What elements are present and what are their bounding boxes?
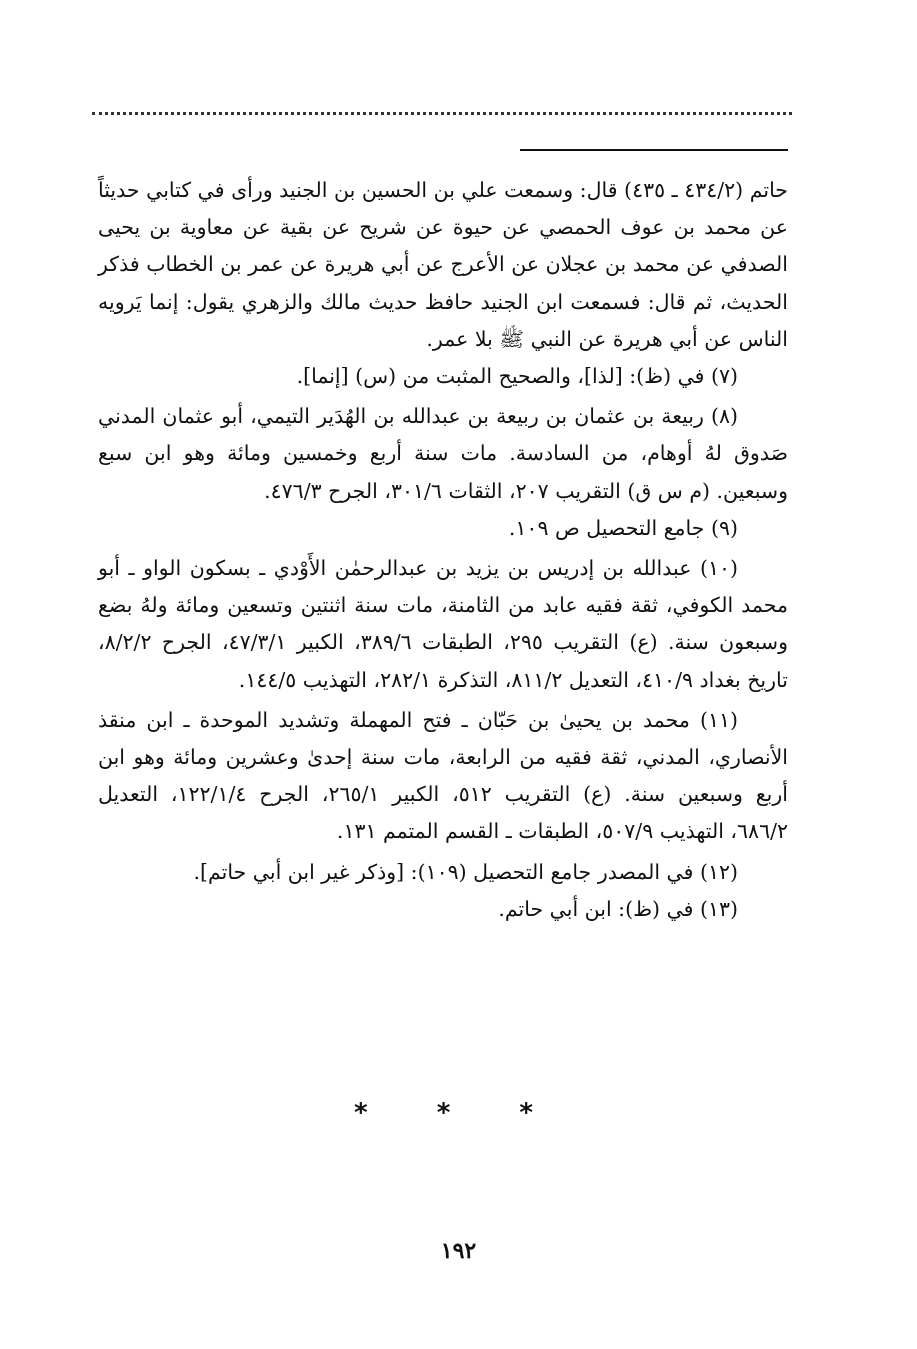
section-separator-stars: * * * [354, 1098, 563, 1128]
page-number: ١٩٢ [440, 1238, 477, 1264]
footnote-12: (١٢) في المصدر جامع التحصيل (١٠٩): [وذكر غير ابن أبي حاتم]. [193, 859, 738, 884]
footnote-13: (١٣) في (ظ): ابن أبي حاتم. [498, 896, 738, 921]
footnote-9: (٩) جامع التحصيل ص ١٠٩. [508, 515, 738, 540]
footnote-7: (٧) في (ظ): [لذا]، والصحيح المثبت من (س) [إنما]. [296, 364, 738, 389]
footnote-continuation: حاتم (٤٣٤/٢ ـ ٤٣٥) قال: وسمعت علي بن الحسين بن الجنيد ورأى في كتابي حديثاً عن محمد بن عوف الحمصي عن حيوة عن شريح عن بقية عن معاوية بن يحيى الصدفي عن محمد بن عجلان عن الأعرج عن أبي هريرة عن عمر بن الخطاب فذكر الحديث، ثم قال: فسمعت ابن الجنيد حافظ حديث مالك والزهري يقول: إنما يَرويه الناس عن أبي هريرة عن النبي ﷺ بلا عمر. [98, 178, 788, 351]
footnote-11: (١١) محمد بن يحيىٰ بن حَبّان ـ فتح المهملة وتشديد الموحدة ـ ابن منقذ الأنصاري، المدني، ثقة فقيه من الرابعة، مات سنة إحدىٰ وعشرين ومائة وهو ابن أربع وسبعين سنة. (ع) التقريب ٥١٢، الكبير ٢٦٥/١، الجرح ١٢٢/١/٤، التعديل ٦٨٦/٢، التهذيب ٥٠٧/٩، الطبقات ـ القسم المتمم ١٣١. [98, 707, 788, 844]
footnote-8: (٨) ربيعة بن عثمان بن ربيعة بن عبدالله بن الهُدَير التيمي، أبو عثمان المدني صَدوق لهُ أوهام، من السادسة. مات سنة أربع وخمسين ومائة وهو ابن سبع وسبعين. (م س ق) التقريب ٢٠٧، الثقات ٣٠١/٦، الجرح ٤٧٦/٣. [98, 404, 788, 503]
footnotes-block [98, 172, 788, 928]
footnote-10: (١٠) عبدالله بن إدريس بن يزيد بن عبدالرحمٰن الأَوْدي ـ بسكون الواو ـ أبو محمد الكوفي، ثقة فقيه عابد من الثامنة، مات سنة اثنتين وتسعين ومائة ولهُ بضع وسبعون سنة. (ع) التقريب ٢٩٥، الطبقات ٣٨٩/٦، الكبير ٤٧/٣/١، الجرح ٨/٢/٢، تاريخ بغداد ٤١٠/٩، التعديل ٨١١/٢، التذكرة ٢٨٢/١، التهذيب ١٤٤/٥. [98, 556, 788, 692]
dotted-separator [92, 112, 792, 115]
footnote-rule [520, 149, 788, 151]
